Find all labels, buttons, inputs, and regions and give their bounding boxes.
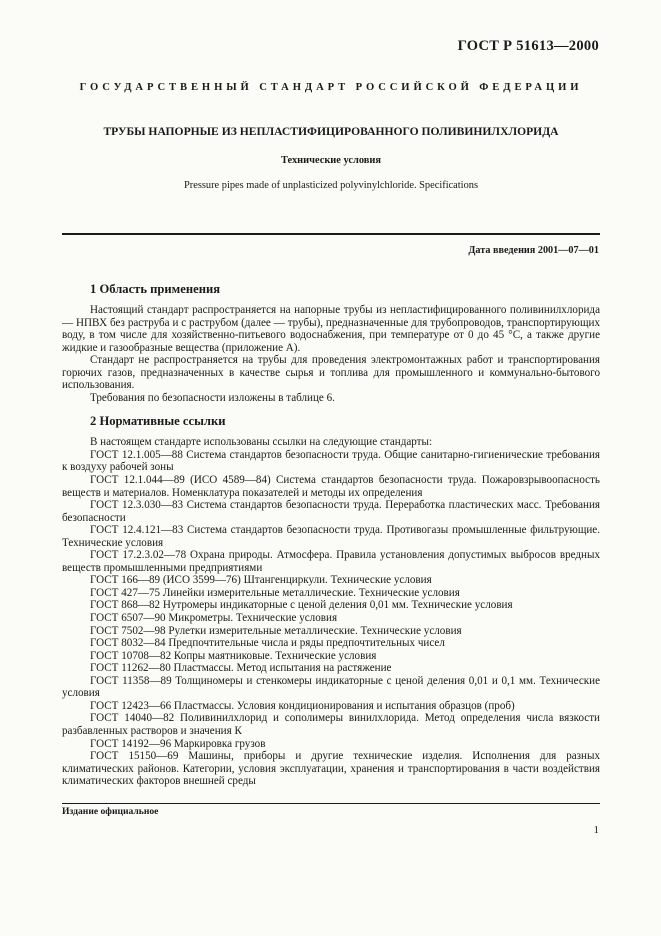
section-2-heading: 2 Нормативные ссылки: [90, 414, 226, 429]
reference-item: ГОСТ 8032—84 Предпочтительные числа и ряды предпочтительных чисел: [90, 637, 445, 650]
official-edition-label: Издание официальное: [62, 806, 159, 817]
standard-banner: ГОСУДАРСТВЕННЫЙ СТАНДАРТ РОССИЙСКОЙ ФЕДЕРАЦИИ: [79, 82, 583, 93]
reference-item: ГОСТ 14040—82 Поливинилхлорид и сополимеры винилхлорида. Метод определения числа вязкости разбавленных растворов и значения К: [62, 712, 600, 737]
reference-item: ГОСТ 12.3.030—83 Система стандартов безопасности труда. Переработка пластических масс. Требования безопасности: [62, 499, 600, 524]
introduction-date: Дата введения 2001—07—01: [468, 245, 599, 256]
reference-item: ГОСТ 14192—96 Маркировка грузов: [90, 737, 266, 750]
english-title: Pressure pipes made of unplasticized polyvinylchloride. Specifications: [183, 180, 479, 191]
reference-item: ГОСТ 12.1.005—88 Система стандартов безопасности труда. Общие санитарно-гигиенические требования к воздуху рабочей зоны: [62, 448, 600, 474]
section-1-heading: 1 Область применения: [90, 282, 221, 296]
reference-item: ГОСТ 11358—89 Толщиномеры и стенкомеры индикаторные с ценой деления 0,01 и 0,1 мм. Технические условия: [62, 674, 600, 700]
paragraph: Требования по безопасности изложены в таблице 6.: [90, 391, 335, 404]
reference-item: ГОСТ 12.1.044—89 (ИСО 4589—84) Система стандартов безопасности труда. Пожаровзрывоопасность веществ и материалов. Номенклатура показателей и методы их определения: [62, 474, 600, 499]
reference-item: ГОСТ 166—89 (ИСО 3599—76) Штангенциркули. Технические условия: [90, 574, 432, 587]
title-divider: [62, 233, 600, 235]
reference-item: ГОСТ 10708—82 Копры маятниковые. Технические условия: [90, 649, 377, 662]
reference-item: ГОСТ 868—82 Нутромеры индикаторные с ценой деления 0,01 мм. Технические условия: [90, 599, 513, 612]
page-number: 1: [593, 824, 599, 836]
footer-divider: [62, 803, 600, 804]
document-body: [62, 282, 600, 788]
reference-item: ГОСТ 7502—98 Рулетки измерительные металлические. Технические условия: [90, 624, 462, 637]
document-title: ТРУБЫ НАПОРНЫЕ ИЗ НЕПЛАСТИФИЦИРОВАННОГО ПОЛИВИНИЛХЛОРИДА: [103, 125, 559, 138]
document-subtitle: Технические условия: [281, 155, 381, 166]
paragraph: В настоящем стандарте использованы ссылки на следующие стандарты:: [90, 436, 433, 449]
reference-item: ГОСТ 15150—69 Машины, приборы и другие технические изделия. Исполнения для разных климатических районов. Категории, условия эксплуатации, хранения и транспортирования в части воздействия климатических факторов внешней среды: [62, 750, 600, 788]
paragraph: Стандарт не распространяется на трубы для проведения электромонтажных работ и транспортирования горючих газов, предназначенных в качестве сырья и топлива для промышленного и коммунально-бытового использования.: [62, 354, 600, 392]
reference-item: ГОСТ 427—75 Линейки измерительные металлические. Технические условия: [90, 586, 460, 599]
paragraph: Настоящий стандарт распространяется на напорные трубы из непластифицированного поливинилхлорида — НПВХ без раструба и с раструбом (далее — трубы), предназначенные для трубопроводов, транспортирующих воду, в том числе для хозяйственно-питьевого водоснабжения, при температуре от 0 до 45 °С, а также другие жидкие и газообразные вещества (приложение А).: [62, 304, 600, 354]
reference-item: ГОСТ 6507—90 Микрометры. Технические условия: [90, 612, 338, 625]
reference-item: ГОСТ 11262—80 Пластмассы. Метод испытания на растяжение: [90, 662, 392, 675]
reference-item: ГОСТ 17.2.3.02—78 Охрана природы. Атмосфера. Правила установления допустимых выбросов вредных веществ промышленными предприятиями: [62, 549, 600, 574]
reference-item: ГОСТ 12.4.121—83 Система стандартов безопасности труда. Противогазы промышленные фильтрующие. Технические условия: [62, 524, 600, 549]
reference-item: ГОСТ 12423—66 Пластмассы. Условия кондиционирования и испытания образцов (проб): [90, 699, 515, 712]
document-number: ГОСТ Р 51613—2000: [457, 38, 599, 54]
